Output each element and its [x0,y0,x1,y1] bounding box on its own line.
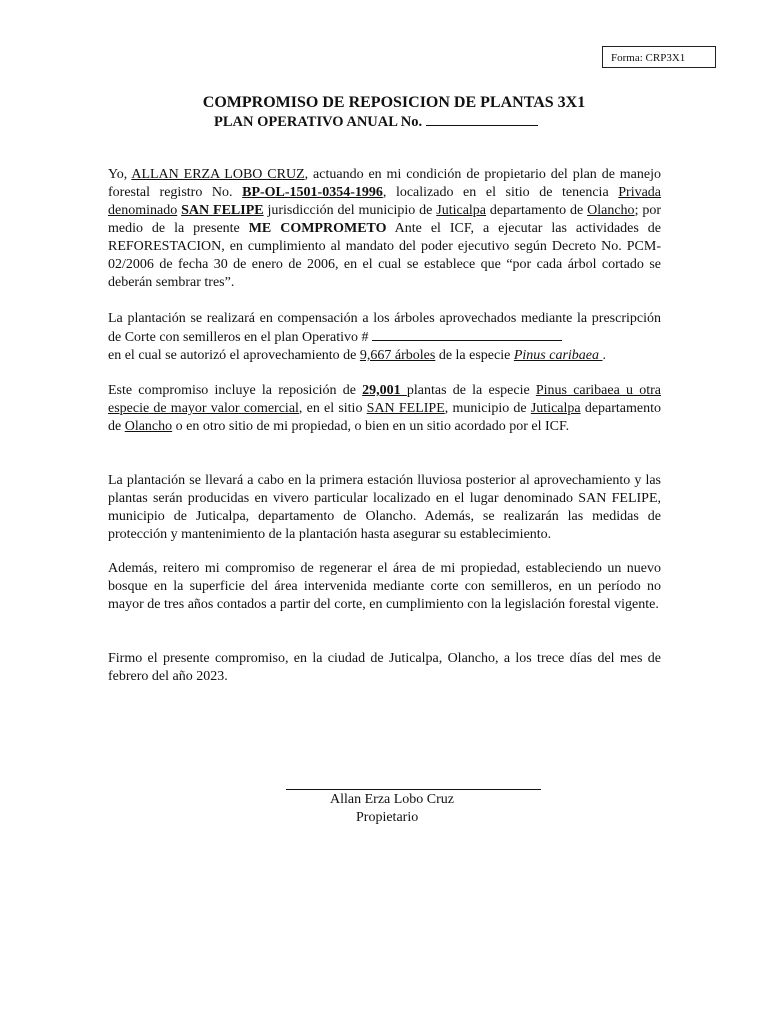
department: Olancho [587,203,635,218]
registry-number: BP-OL-1501-0354-1996 [242,185,383,200]
p1-text: departamento de [486,203,588,218]
replacement-species: Pinus caribaea u otra especie de mayor valor comercial [108,383,661,416]
p2-text: de la especie [435,348,514,363]
commitment-phrase: ME COMPROMETO [248,221,387,236]
paragraph-planting: La plantación se llevará a cabo en la primera estación lluviosa posterior al aprovechamiento y las plantas serán producidas en vivero particular localizado en el lugar denominado SAN FELIPE, municipio de Juticalpa, departamento de Olancho. Además, se realizarán las medidas de protección y mantenimiento de la plantación hasta asegurar su establecimiento. [108,473,661,542]
paragraph-compensation [108,310,661,365]
p2-text: en el cual se autorizó el aprovechamiento de [108,348,360,363]
plan-number-blank [426,113,538,126]
municipality: Juticalpa [436,203,487,218]
p1-text: ; por medio de la presente [108,203,662,236]
tree-count: 9,667 árboles [359,348,436,363]
p1-text: , actuando en mi condición de propietario del plan de manejo forestal registro No. [108,167,662,200]
p2-text: . [602,348,606,363]
site-name: SAN FELIPE [181,203,264,218]
p3-text: , en el sitio [298,401,367,416]
p2-text: La plantación se realizará en compensación a los árboles aprovechados mediante la prescripción de Corte con semilleros en el plan Operativo # [108,311,661,345]
owner-name: ALLAN ERZA LOBO CRUZ [131,167,305,182]
p3-text: departamento de [108,401,662,434]
plant-count: 29,001 [362,383,407,398]
document-title: COMPROMISO DE REPOSICION DE PLANTAS 3X1 [202,94,586,111]
p3-text: plantas de la especie [406,383,536,398]
species-name: Pinus caribaea [513,348,603,363]
p1-text: Ante el ICF, a ejecutar las actividades de REFORESTACION, en cumplimiento al mandato del poder ejecutivo según Decreto No. PCM-02/2006 de fecha 30 de enero de 2006, en el cual se establece que “por cada árbol cortado se deberán sembrar tres”. [108,221,662,290]
document-subtitle [214,113,538,131]
paragraph-declaration [108,166,661,292]
signature-line [286,789,541,790]
operative-plan-blank [372,328,562,341]
p1-text: jurisdicción del municipio de [263,203,437,218]
paragraph-regeneration: Además, reitero mi compromiso de regenerar el área de mi propiedad, estableciendo un nuevo bosque en la superficie del área intervenida mediante corte con semilleros, en un período no mayor de tres años contados a partir del corte, en cumplimiento con la legislación forestal vigente. [108,561,661,612]
form-code-box: Forma: CRP3X1 [602,46,716,68]
p1-text: Yo, [108,167,132,182]
replacement-site: SAN FELIPE [366,401,445,416]
replacement-municipality: Juticalpa [530,401,581,416]
replacement-department: Olancho [124,419,173,434]
signatory-name: Allan Erza Lobo Cruz [330,792,455,807]
paragraph-replacement [108,382,661,436]
subtitle-text: PLAN OPERATIVO ANUAL No. [214,114,423,130]
signatory-role: Propietario [356,810,419,825]
p1-text: , localizado en el sitio de tenencia [382,185,619,200]
p3-text: o en otro sitio de mi propiedad, o bien en un sitio acordado por el ICF. [172,419,570,434]
paragraph-signing: Firmo el presente compromiso, en la ciudad de Juticalpa, Olancho, a los trece días del mes de febrero del año 2023. [108,651,661,684]
p3-text: , municipio de [444,401,531,416]
p3-text: Este compromiso incluye la reposición de [108,383,363,398]
tenure-type: Privada denominado [108,185,662,218]
